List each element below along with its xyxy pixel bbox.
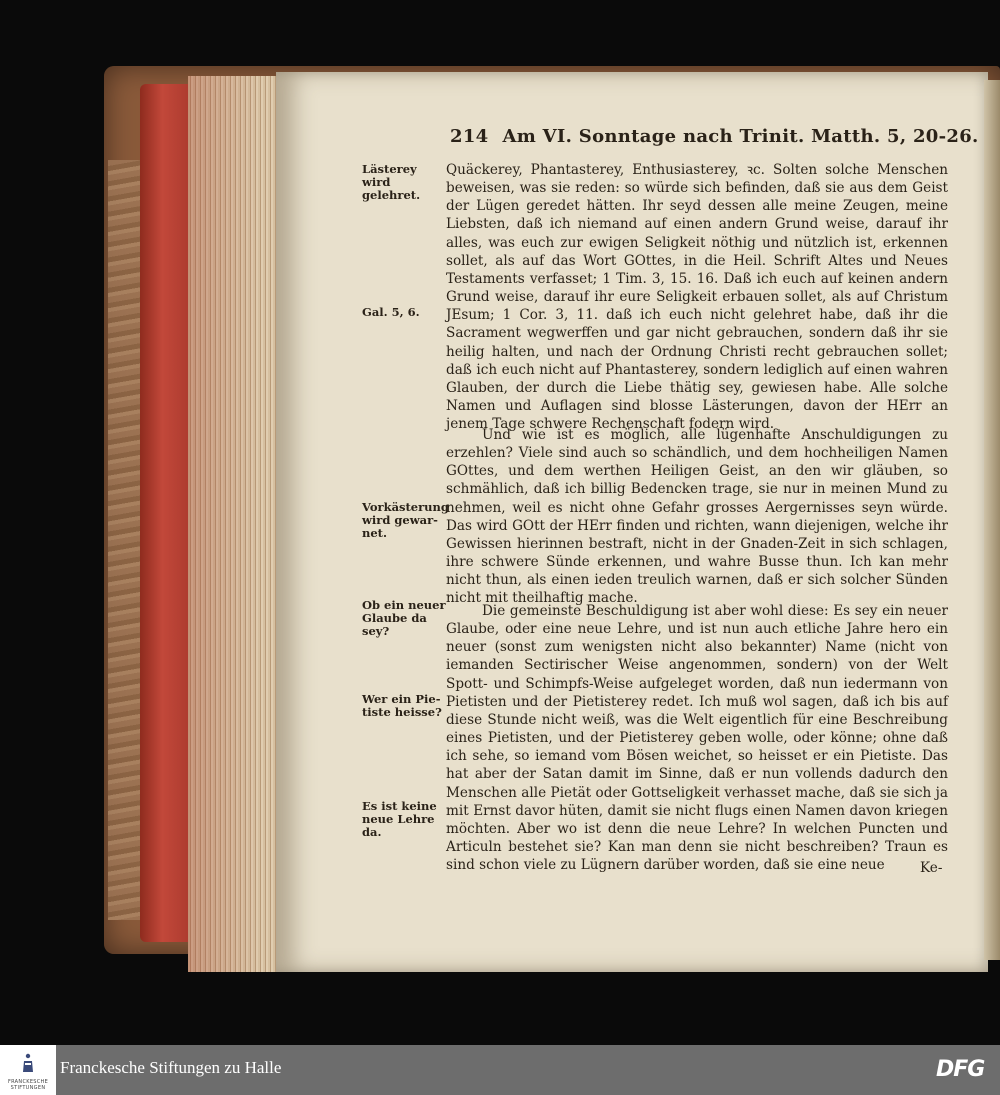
paragraph	[446, 161, 948, 433]
page-header	[450, 126, 979, 147]
paragraph	[446, 602, 948, 874]
margin-note: Lästerey wird gelehret.	[362, 162, 421, 202]
page-right-edge	[984, 80, 1000, 960]
paragraph-text: Die gemeinste Beschuldigung ist aber wohl diese: Es sey ein neuer Glaube, oder eine neue Lehre, und ist nun auch etliche Jahre hero ein neuer (sonst zum wenigsten nicht also bekannter) Name (nicht von iemanden Sectirischer Weise angenommen, sondern) von der Welt Spott- und Schimpfs-Weise aufgeleget worden, daß nun iedermann von Pietisten und der Pietisterey redet. Ich muß wol sagen, daß ich bis auf diese Stunde nicht weiß, was die Welt eigentlich für eine Beschreibung eines Pietisten, und der Pietisterey geben wolle, oder könne; ohne daß ich sehe, so iemand vom Bösen weichet, so heisset er ein Pietiste. Das hat aber der Satan damit im Sinne, daß er nun vollends dadurch den Menschen alle Pietät oder Gottseligkeit verhasset mache, daß sie sich ja mit Ernst davor hüten, damit sie nicht flugs einen Namen davon kriegen möchten. Aber wo ist denn die neue Lehre? In welchen Puncten und Articuln bestehet sie? Kan man denn sie nicht beschreiben? Traun es sind schon viele zu Lügnern darüber worden, daß sie eine neue	[446, 603, 948, 874]
institution-name[interactable]: Franckesche Stiftungen zu Halle	[60, 1058, 282, 1077]
margin-note: Ob ein neuer Glaube da sey?	[362, 598, 446, 638]
margin-note: Wer ein Pie- tiste heisse?	[362, 692, 442, 719]
logo-caption: FRANCKESCHE STIFTUNGEN	[7, 1079, 49, 1091]
institution-logo-icon	[22, 1053, 34, 1073]
margin-note: Es ist keine neue Lehre da.	[362, 799, 437, 839]
page-number: 214	[450, 126, 489, 147]
institution-logo[interactable]	[0, 1045, 56, 1095]
paragraph-text: Quäckerey, Phantasterey, Enthusiasterey, ꝛc. Solten solche Menschen beweisen, was sie reden: so würde sich befinden, daß sie aus dem Geist der Lügen geredet hätten. Ihr seyd dessen alle meine Zeugen, meine Liebsten, daß ich niemand auf einen andern Grund weise, darauf ihr alles, was euch zur ewigen Seligkeit nöthig und nützlich ist, erkennen sollet, als auf das Wort GOttes, in die Heil. Schrift Altes und Neues Testaments verfasset; 1 Tim. 3, 15. 16. Daß ich euch auf keinen andern Grund weise, darauf ihr eure Seligkeit erbauen sollet, als auf Christum JEsum; 1 Cor. 3, 11. daß ich euch nicht gelehret habe, daß ihr die Sacrament wegwerffen und gar nicht gebrauchen, sondern daß ihr sie heilig halten, und nach der Ordnung Christi recht gebrauchen sollet; daß ich euch nicht auf Phantasterey, sondern lediglich auf einen wahren Glauben, der durch die Liebe thätig sey, gewiesen habe. Alle solche Namen und Auflagen sind blosse Lästerungen, davon der HErr an jenem Tage schwere Rechenschaft fodern wird.	[446, 162, 948, 433]
footer-bar	[0, 1045, 1000, 1095]
catchword: Ke-	[920, 860, 943, 876]
paragraph	[446, 426, 948, 608]
paragraph-text: Und wie ist es möglich, alle lügenhafte Anschuldigungen zu erzehlen? Viele sind auch so schändlich, und dem hochheiligen Namen GOttes, und dem werthen Heiligen Geist, an den wir gläuben, so schmählich, daß ich billig Bedencken trage, sie nur in meinen Mund zu nehmen, weil es nicht ohne Gefahr grosses Aergernisses seyn würde. Das wird GOtt der HErr finden und richten, wann diejenigen, welche ihr Gewissen hierinnen bestraft, nicht in der Gnaden-Zeit in sich schlagen, ihre schwere Sünde erkennen, und wahre Busse thun. Ich kan mehr nicht thun, als einen ieden treulich warnen, daß er sich solcher Sünden nicht mit theilhaftig mache.	[446, 427, 948, 607]
running-title: Am VI. Sonntage nach Trinit. Matth. 5, 20-26.	[502, 126, 979, 147]
margin-note: Vorkästerung wird gewar- net.	[362, 500, 449, 540]
dfg-logo[interactable]: DFG	[936, 1057, 985, 1082]
margin-note: Gal. 5, 6.	[362, 305, 420, 319]
